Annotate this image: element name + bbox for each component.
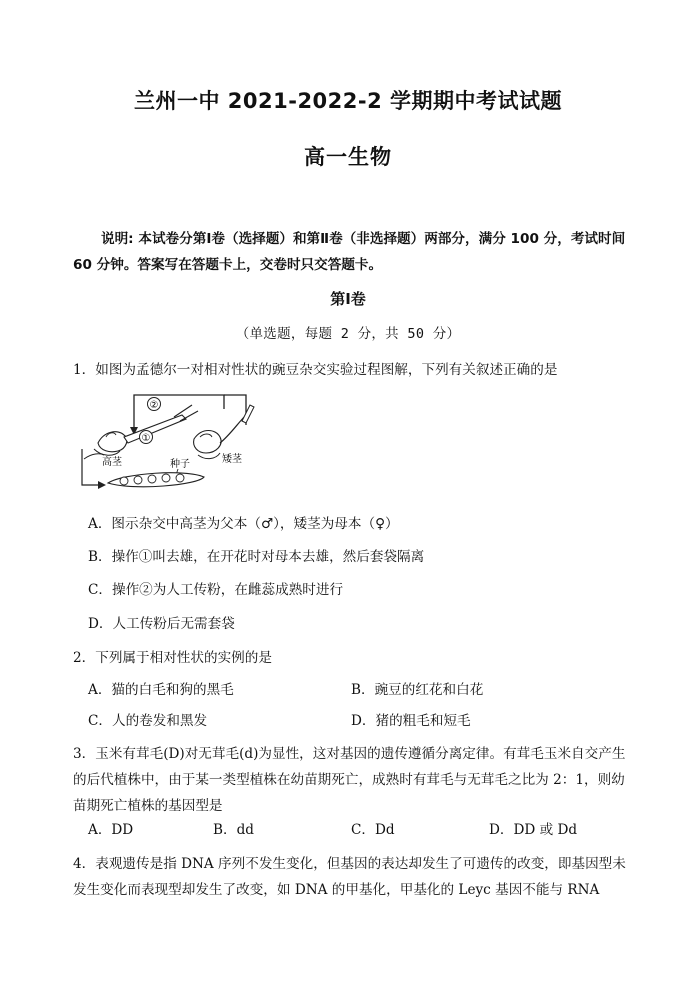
- question-1-option-b: B．操作①叫去雄，在开花时对母本去雄，然后套袋隔离: [88, 549, 425, 565]
- section-note: （单选题，每题 2 分，共 50 分）: [235, 326, 461, 342]
- question-3-option-a: A．DD: [88, 822, 134, 838]
- question-4-stem: 4．表观遗传是指 DNA 序列不发生变化，但基因的表达却发生了可遗传的改变，即基因型未发生变化而表现型却发生了改变，如 DNA 的甲基化，甲基化的 Leyc 基因不能与 RNA: [73, 856, 626, 898]
- section-title: 第Ⅰ卷: [330, 290, 366, 308]
- short-label: 矮茎: [222, 454, 242, 465]
- exam-instructions: 说明: 本试卷分第Ⅰ卷（选择题）和第Ⅱ卷（非选择题）两部分，满分 100 分，考试时间60 分钟。答案写在答题卡上，交卷时只交答题卡。: [73, 231, 626, 273]
- tall-label: 高茎: [102, 457, 122, 468]
- question-1-option-d: D．人工传粉后无需套袋: [88, 616, 235, 632]
- short-plant-flower: [194, 405, 254, 459]
- step2-label: ②: [149, 400, 159, 411]
- pea-cross-figure: [74, 387, 274, 495]
- question-3-option-c: C．Dd: [351, 822, 395, 838]
- pod-arrowhead: [98, 481, 106, 489]
- question-3-option-d: D．DD 或 Dd: [489, 822, 578, 838]
- question-2-option-b: B．豌豆的红花和白花: [351, 682, 484, 698]
- question-3-stem: 3．玉米有茸毛(D)对无茸毛(d)为显性，这对基因的遗传遵循分离定律。有茸毛玉米自交产生的后代植株中，由于某一类型植株在幼苗期死亡，成熟时有茸毛与无茸毛之比为 2：1，则幼苗期死亡植株的基因型是: [73, 746, 626, 814]
- question-2-option-c: C．人的卷发和黑发: [88, 713, 208, 729]
- question-2-option-d: D．猪的粗毛和短毛: [351, 713, 471, 729]
- question-3-option-b: B．dd: [213, 822, 254, 838]
- question-1-option-a: A．图示杂交中高茎为父本（♂），矮茎为母本（♀）: [88, 516, 399, 532]
- step1-label: ①: [141, 433, 151, 444]
- question-2-stem: 2．下列属于相对性状的实例的是: [73, 650, 272, 666]
- question-1-option-c: C．操作②为人工传粉，在雌蕊成熟时进行: [88, 582, 344, 598]
- seed-label: 种子: [170, 459, 190, 470]
- question-2-option-a: A．猫的白毛和狗的黑毛: [88, 682, 234, 698]
- tall-plant-flower: [84, 432, 127, 459]
- pod-arrow: [82, 449, 100, 485]
- exam-title: 兰州一中 2021-2022-2 学期期中考试试题: [133, 89, 563, 113]
- step2-arrow: [134, 395, 224, 429]
- forceps-icon: [124, 405, 198, 443]
- question-1-stem: 1．如图为孟德尔一对相对性状的豌豆杂交实验过程图解，下列有关叙述正确的是: [73, 362, 558, 378]
- exam-subtitle: 高一生物: [304, 145, 392, 169]
- pea-pod: [108, 473, 204, 487]
